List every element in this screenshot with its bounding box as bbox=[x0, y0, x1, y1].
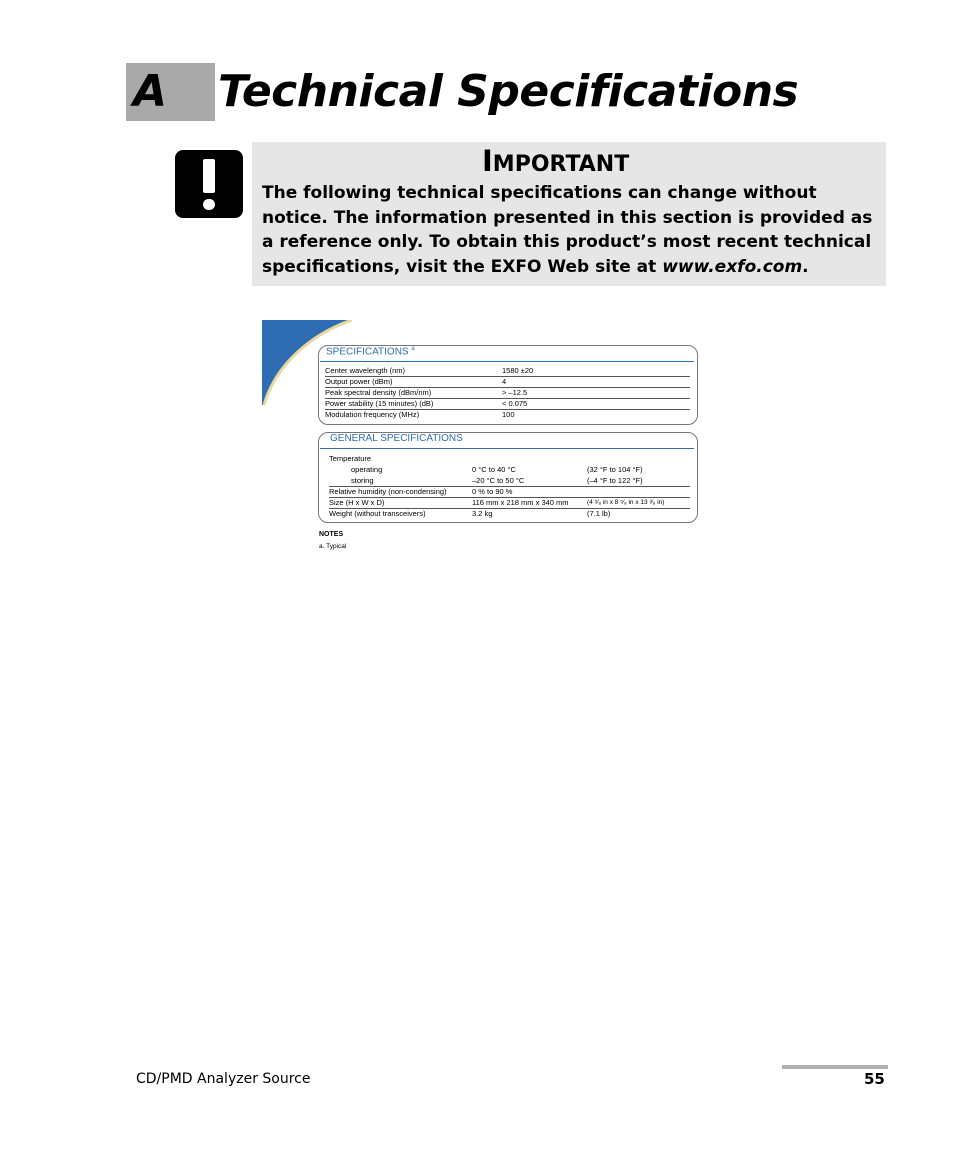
spec-value: 100 bbox=[502, 410, 515, 419]
spec-label: Modulation frequency (MHz) bbox=[325, 410, 420, 419]
chapter-letter: A bbox=[133, 66, 168, 117]
spec-label: Peak spectral density (dBm/nm) bbox=[325, 388, 432, 397]
spec-sheet bbox=[262, 320, 702, 560]
important-heading: IMPORTANT bbox=[482, 144, 630, 178]
specifications-rule bbox=[320, 361, 694, 362]
spec-label: Power stability (15 minutes) (dB) bbox=[325, 399, 434, 408]
footer-rule bbox=[782, 1065, 888, 1069]
spec-label: Center wavelength (nm) bbox=[325, 366, 406, 375]
general-label: Size (H x W x D) bbox=[329, 498, 385, 507]
general-specifications-rule bbox=[320, 448, 694, 449]
general-imperial: (–4 °F to 122 °F) bbox=[587, 476, 643, 485]
general-metric: 116 mm x 218 mm x 340 mm bbox=[472, 498, 569, 507]
note-a: a. Typical bbox=[319, 543, 347, 550]
general-label: storing bbox=[351, 476, 374, 485]
general-metric: 0 % to 90 % bbox=[472, 487, 513, 496]
general-label: Relative humidity (non-condensing) bbox=[329, 487, 447, 496]
important-text: The following technical specifications can change without notice. The information presented in this section is provided as a reference only. To obtain this product’s most recent technical specifications, visit the EXFO Web site at www.exfo.com. bbox=[262, 183, 873, 277]
chapter-title: Technical Specifications bbox=[218, 66, 799, 117]
spec-value: < 0.075 bbox=[502, 399, 528, 408]
general-imperial: (4 ⁵⁄₈ in x 8 ⁵⁄₈ in x 13 ³⁄₈ in) bbox=[587, 499, 665, 506]
spec-value: 4 bbox=[502, 377, 507, 386]
general-label: operating bbox=[351, 465, 383, 474]
footer-doc-title: CD/PMD Analyzer Source bbox=[136, 1071, 311, 1087]
general-specifications-title: GENERAL SPECIFICATIONS bbox=[330, 433, 463, 444]
general-metric: –20 °C to 50 °C bbox=[472, 476, 525, 485]
spec-value: > –12.5 bbox=[502, 388, 528, 397]
spec-value: 1580 ±20 bbox=[502, 366, 534, 375]
exfo-website-link[interactable]: www.exfo.com bbox=[662, 256, 803, 277]
page-number: 55 bbox=[864, 1070, 885, 1088]
general-imperial: (7.1 lb) bbox=[587, 509, 611, 518]
general-imperial: (32 °F to 104 °F) bbox=[587, 465, 643, 474]
notes-title: NOTES bbox=[319, 531, 344, 538]
general-metric: 3.2 kg bbox=[472, 509, 493, 518]
general-label: Weight (without transceivers) bbox=[329, 509, 426, 518]
important-exclamation-icon bbox=[175, 150, 243, 218]
general-label: Temperature bbox=[329, 454, 372, 463]
general-metric: 0 °C to 40 °C bbox=[472, 465, 516, 474]
specifications-title: SPECIFICATIONS $^a$ bbox=[326, 346, 415, 358]
spec-label: Output power (dBm) bbox=[325, 377, 393, 386]
